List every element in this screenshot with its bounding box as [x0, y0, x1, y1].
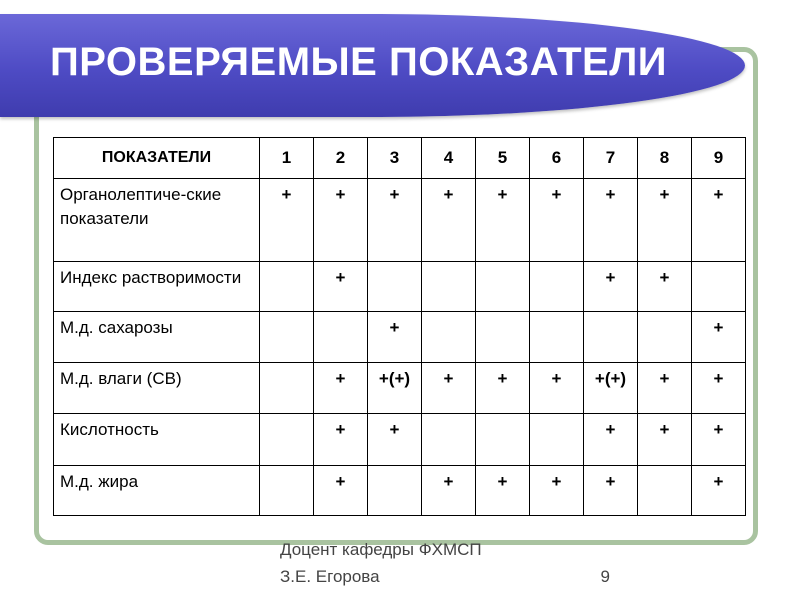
check-cell: + [476, 466, 530, 516]
check-cell: + [422, 363, 476, 414]
check-cell [638, 466, 692, 516]
column-header: 1 [260, 138, 314, 179]
check-cell: + [638, 413, 692, 465]
check-cell [422, 413, 476, 465]
check-cell [530, 312, 584, 363]
check-cell [584, 312, 638, 363]
check-cell [368, 262, 422, 312]
check-cell [476, 262, 530, 312]
table-row [54, 363, 746, 414]
check-cell [476, 312, 530, 363]
column-header: 5 [476, 138, 530, 179]
check-cell: + [638, 179, 692, 262]
row-label: Индекс растворимости [54, 262, 260, 312]
check-cell [260, 363, 314, 414]
table-row [54, 466, 746, 516]
table-header-row [54, 138, 746, 179]
column-header: 8 [638, 138, 692, 179]
check-cell: + [584, 179, 638, 262]
column-header: 7 [584, 138, 638, 179]
footer-author-title: Доцент кафедры ФХМСП [280, 540, 482, 559]
check-cell: + [368, 312, 422, 363]
check-cell: + [314, 413, 368, 465]
check-cell: + [530, 466, 584, 516]
check-cell: + [530, 363, 584, 414]
check-cell: + [476, 363, 530, 414]
check-cell [260, 312, 314, 363]
column-header: 3 [368, 138, 422, 179]
table-row [54, 413, 746, 465]
check-cell [260, 466, 314, 516]
check-cell [260, 262, 314, 312]
check-cell [422, 312, 476, 363]
check-cell: + [422, 179, 476, 262]
check-cell: + [692, 312, 746, 363]
check-cell: +(+) [368, 363, 422, 414]
column-header: 9 [692, 138, 746, 179]
table-row [54, 262, 746, 312]
check-cell: + [314, 466, 368, 516]
check-cell: + [314, 262, 368, 312]
check-cell: + [692, 413, 746, 465]
row-label: Кислотность [54, 413, 260, 465]
check-cell: + [638, 262, 692, 312]
check-cell [530, 262, 584, 312]
check-cell: + [584, 262, 638, 312]
check-cell: + [422, 466, 476, 516]
check-cell: + [692, 179, 746, 262]
check-cell: + [314, 363, 368, 414]
check-cell [422, 262, 476, 312]
row-label: М.д. жира [54, 466, 260, 516]
row-label: М.д. влаги (СВ) [54, 363, 260, 414]
check-cell: + [314, 179, 368, 262]
check-cell: + [368, 179, 422, 262]
check-cell [530, 413, 584, 465]
check-cell [314, 312, 368, 363]
slide-title: ПРОВЕРЯЕМЫЕ ПОКАЗАТЕЛИ [50, 40, 668, 84]
row-label: М.д. сахарозы [54, 312, 260, 363]
column-header: ПОКАЗАТЕЛИ [54, 138, 260, 179]
check-cell: + [530, 179, 584, 262]
check-cell: + [584, 413, 638, 465]
column-header: 4 [422, 138, 476, 179]
check-cell: + [476, 179, 530, 262]
check-cell [368, 466, 422, 516]
slide-footer [280, 536, 610, 590]
check-cell: + [584, 466, 638, 516]
row-label: Органолептиче-ские показатели [54, 179, 260, 262]
check-cell [638, 312, 692, 363]
check-cell: + [368, 413, 422, 465]
check-cell: + [692, 466, 746, 516]
page-number: 9 [600, 567, 610, 586]
footer-author-name: З.Е. Егорова [280, 567, 380, 586]
check-cell: + [638, 363, 692, 414]
indicators-table [53, 137, 746, 516]
column-header: 2 [314, 138, 368, 179]
column-header: 6 [530, 138, 584, 179]
check-cell [476, 413, 530, 465]
table-row [54, 179, 746, 262]
check-cell: +(+) [584, 363, 638, 414]
check-cell: + [692, 363, 746, 414]
check-cell [260, 413, 314, 465]
check-cell [692, 262, 746, 312]
check-cell: + [260, 179, 314, 262]
table-row [54, 312, 746, 363]
